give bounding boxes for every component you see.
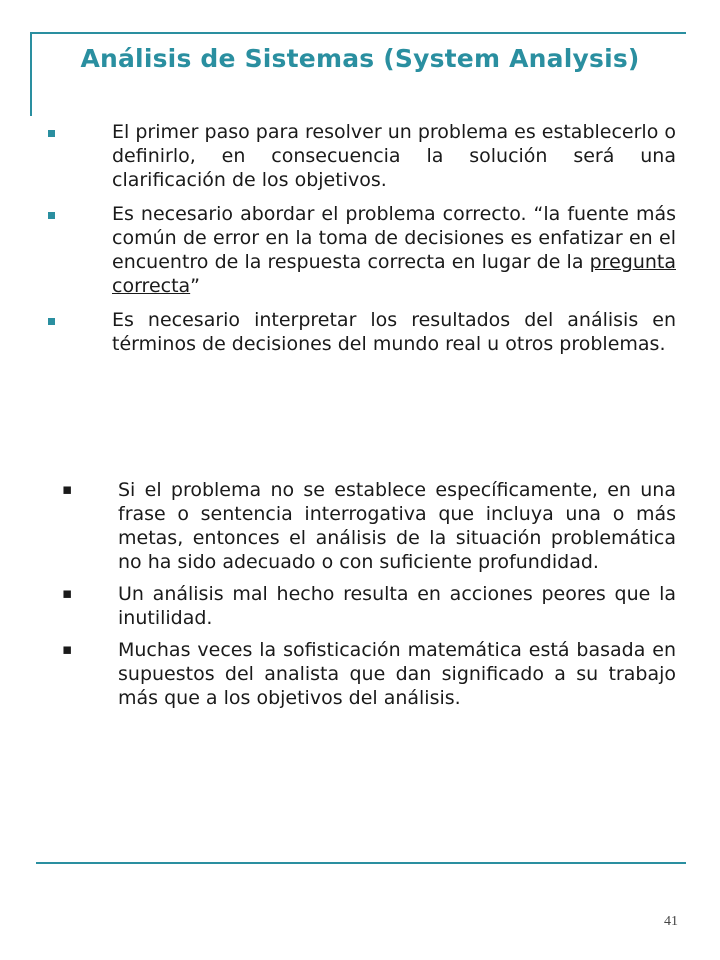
bullet-text: Es necesario interpretar los resultados del análisis en términos de decisiones del mundo real u otros problemas. bbox=[112, 309, 676, 355]
bullet-text: Muchas veces la sofisticación matemática está basada en supuestos del analista que dan significado a su trabajo más que a los objetivos del análisis. bbox=[118, 639, 676, 709]
slide-title: Análisis de Sistemas (System Analysis) bbox=[80, 44, 640, 73]
small-square-bullet-icon: ▪ bbox=[62, 584, 73, 602]
list-item bbox=[60, 638, 676, 710]
underlined-phrase: pregunta correcta bbox=[112, 251, 676, 297]
top-divider bbox=[30, 32, 686, 34]
small-square-bullet-icon: ▪ bbox=[62, 640, 73, 658]
closing-quote: ” bbox=[190, 275, 201, 297]
page-number: 41 bbox=[664, 914, 678, 929]
square-bullet-icon bbox=[48, 130, 55, 137]
list-item bbox=[48, 202, 676, 298]
small-square-bullet-icon: ▪ bbox=[62, 480, 73, 498]
list-item bbox=[60, 478, 676, 574]
bullet-text: Un análisis mal hecho resulta en acciones peores que la inutilidad. bbox=[118, 583, 676, 629]
bullet-text: Si el problema no se establece específicamente, en una frase o sentencia interrogativa que incluya una o más metas, entonces el análisis de la situación problemática no ha sido adecuado o con suficiente profundidad. bbox=[118, 479, 676, 573]
bullet-text: Es necesario abordar el problema correcto. “la fuente más común de error en la toma de decisiones es enfatizar en el encuentro de la respuesta correcta en lugar de la bbox=[112, 203, 676, 273]
bottom-divider bbox=[36, 862, 686, 864]
secondary-bullet-list bbox=[60, 478, 676, 718]
list-item bbox=[60, 582, 676, 630]
list-item bbox=[48, 308, 676, 356]
square-bullet-icon bbox=[48, 318, 55, 325]
square-bullet-icon bbox=[48, 212, 55, 219]
primary-bullet-list bbox=[48, 120, 676, 366]
bullet-text: El primer paso para resolver un problema es establecerlo o definirlo, en consecuencia la solución será una clarificación de los objetivos. bbox=[112, 121, 676, 191]
list-item bbox=[48, 120, 676, 192]
